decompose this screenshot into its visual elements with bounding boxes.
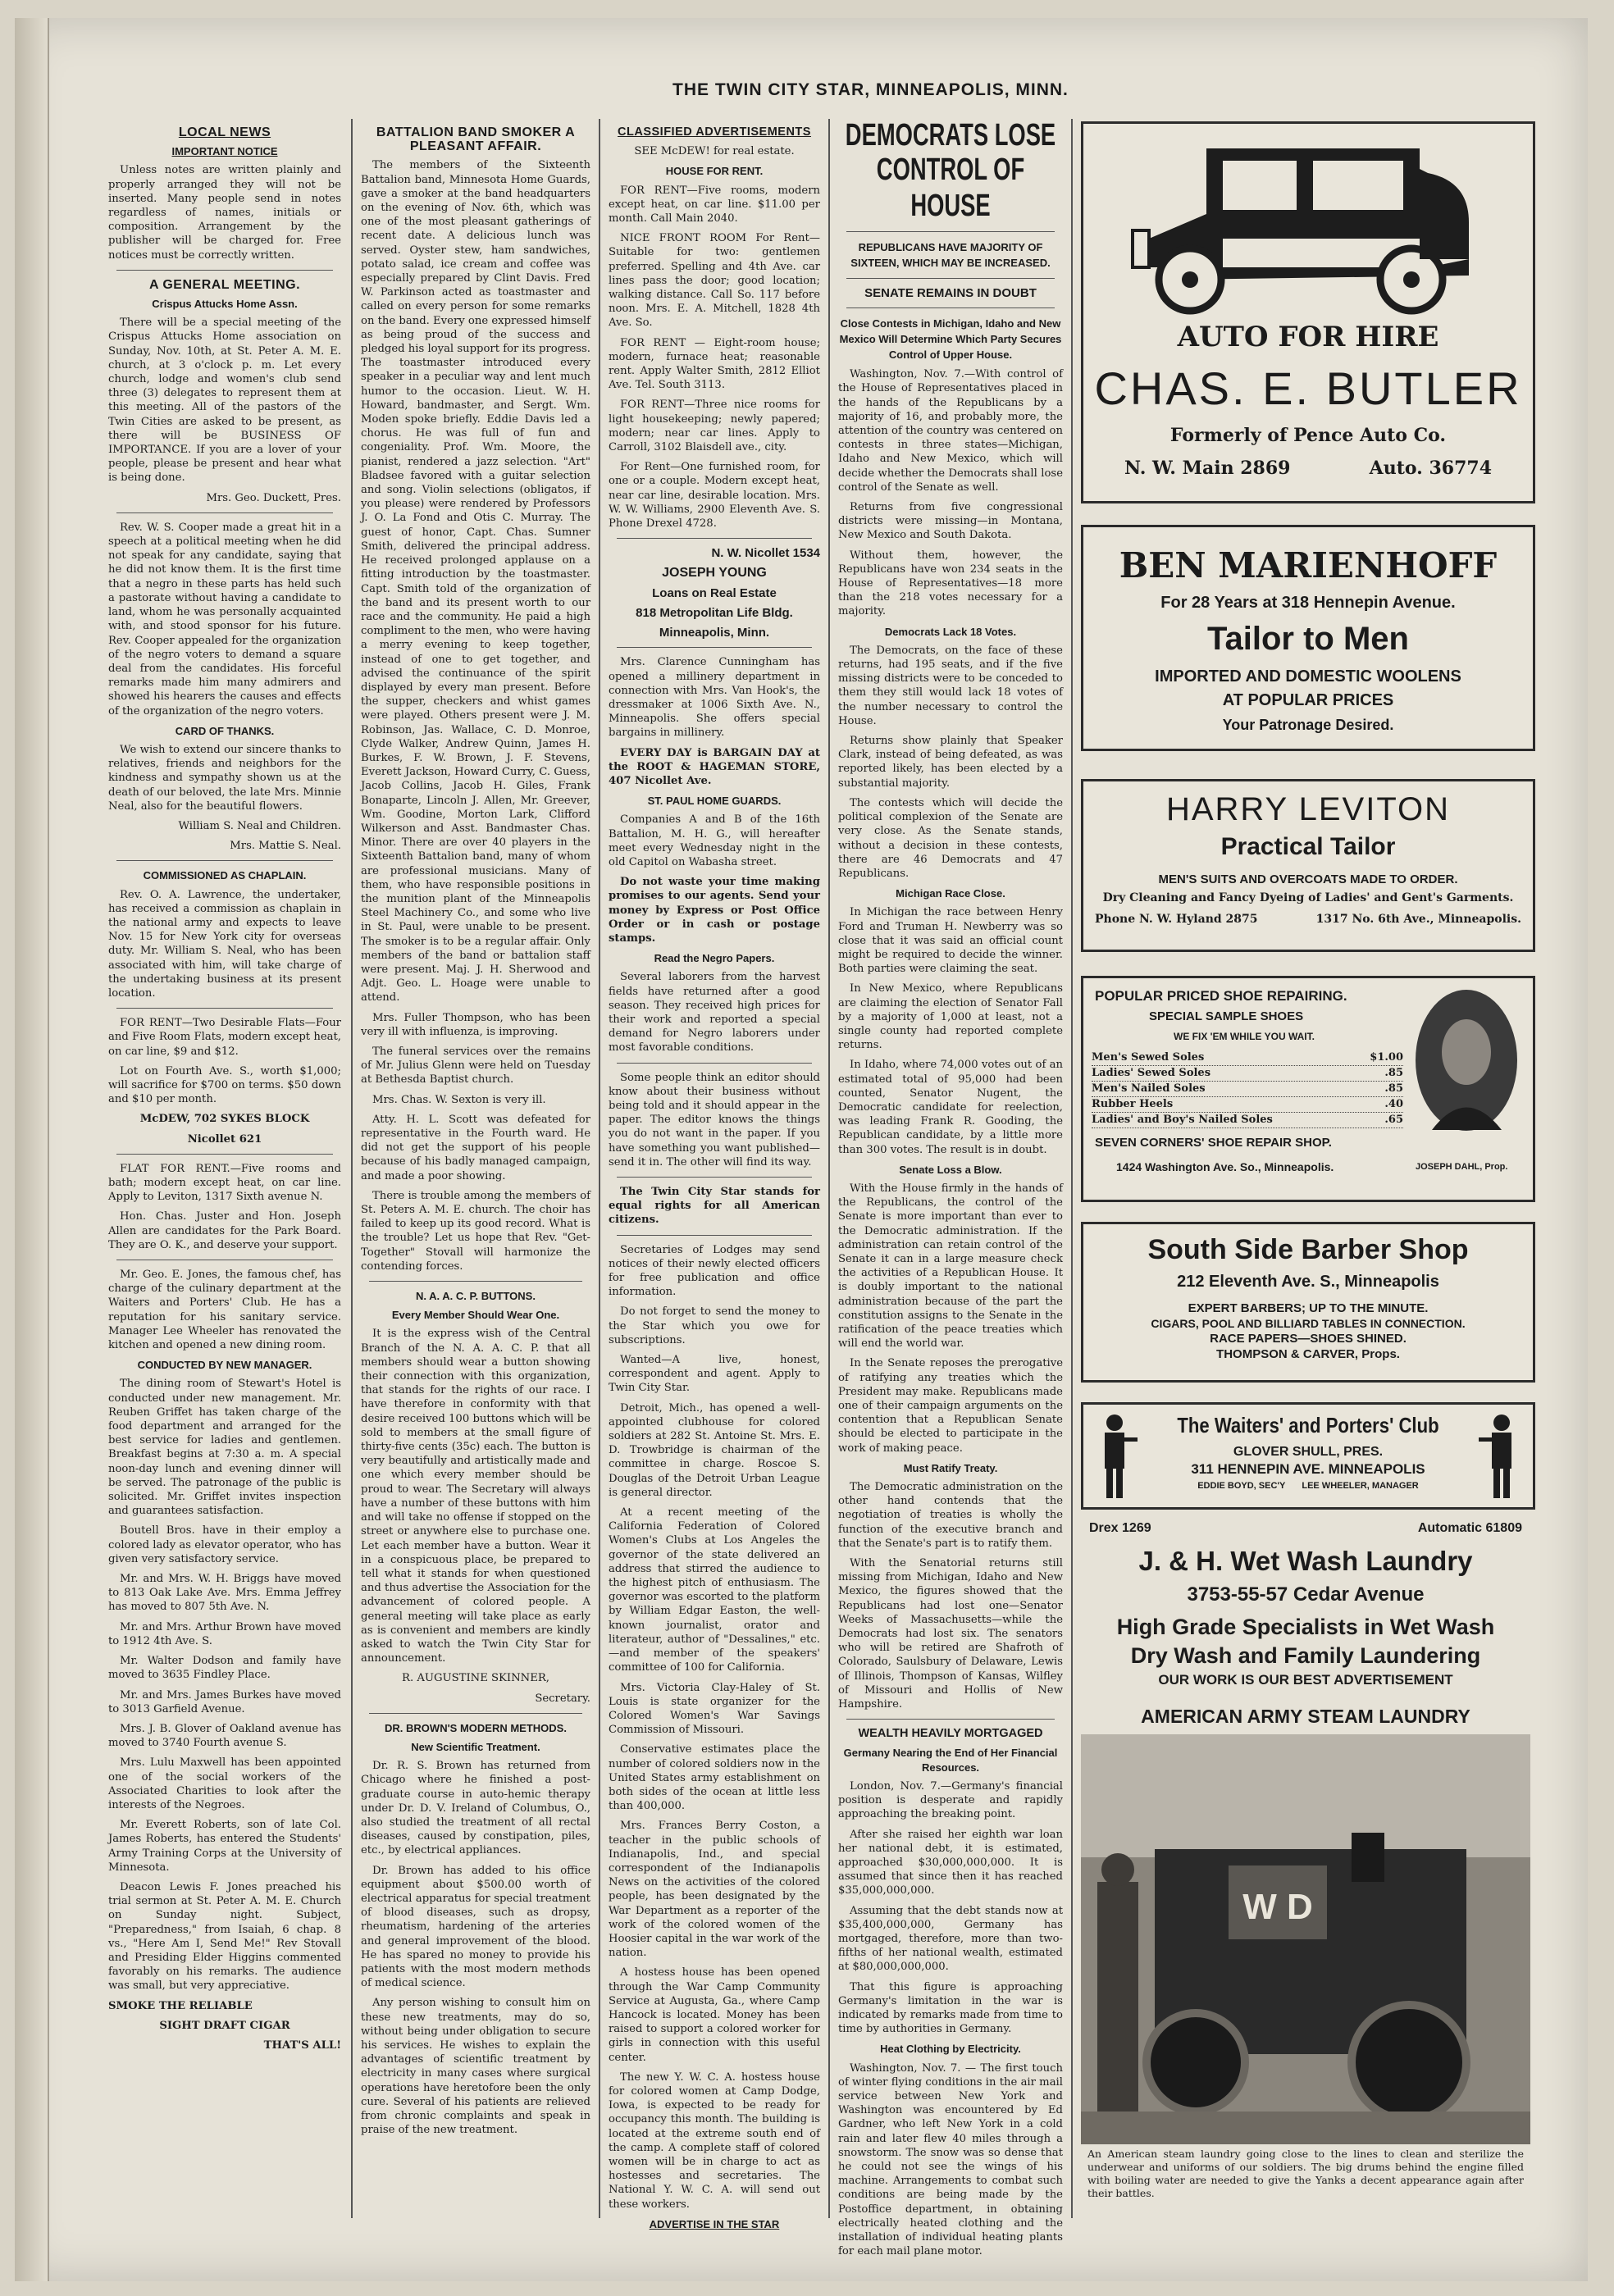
article-text: Do not forget to send the money to the Star which you owe for subscriptions. <box>609 1305 820 1346</box>
ad-name: J. & H. Wet Wash Laundry <box>1138 1546 1473 1576</box>
article-text: Mrs. Fuller Thompson, who has been very ill with influenza, is improving. <box>361 1011 590 1038</box>
article-text: Unless notes are written plainly and properly arranged they will not be inserted. Many people send in notes regardless of names, initials or composition. Arrangement by the publisher will be charged for. Free notices must be correctly written. <box>108 164 341 262</box>
ad-line: WE FIX 'EM WHILE YOU WAIT. <box>1174 1031 1315 1042</box>
loan-ad: 818 Metropolitan Life Bldg. <box>636 605 793 620</box>
ad-line: LEE WHEELER, MANAGER <box>1302 1481 1419 1491</box>
subheadline: SENATE REMAINS IN DOUBT <box>864 286 1037 300</box>
ad-line: Dry Wash and Family Laundering <box>1130 1643 1481 1668</box>
ad-phone: Phone N. W. Hyland 2875 <box>1095 913 1258 926</box>
classified-text: FOR RENT — Eight-room house; modern, furnace heat; reasonable rent. Apply Walter Smith, 2812 Elliot Ave. Tel. South 3113. <box>609 336 820 392</box>
article-text: The Democratic administration on the other hand contends that the negotiation of treaties is wholly the function of the executive branch and that the Senate's part is to ratify them. <box>838 1481 1063 1550</box>
ad-phone: Drex 1269 <box>1089 1521 1151 1535</box>
article-text: The funeral services over the remains of Mr. Julius Glenn were held on Tuesday at Bethesda Baptist church. <box>361 1046 590 1086</box>
ad-line: IMPORTED AND DOMESTIC WOOLENS <box>1155 667 1461 686</box>
classified-text: FOR RENT—Three nice rooms for light housekeeping; newly papered; modern; near car lines. Apply to Carroll, 3102 Blaisdell ave., city. <box>609 399 820 454</box>
article-head: Read the Negro Papers. <box>654 952 775 965</box>
ad-address: 1317 No. 6th Ave., Minneapolis. <box>1315 913 1521 926</box>
ad-line: Your Patronage Desired. <box>1222 717 1394 733</box>
article-head: CONDUCTED BY NEW MANAGER. <box>137 1359 312 1372</box>
ad-marienhoff <box>1081 525 1535 751</box>
ad-name: BEN MARIENHOFF <box>1119 545 1498 585</box>
price-item-value: .85 <box>1384 1082 1403 1095</box>
article-text: After she raised her eighth war loan her national debt, it is estimated, approached $30,000,000,000. It is assumed that since then it has reached $35,000,000,000. <box>838 1828 1063 1897</box>
price-item-value: .65 <box>1384 1114 1403 1126</box>
article-text: That this figure is approaching Germany's limitation in the war is indicated by remarks made from time to time by authorities in Germany. <box>838 1980 1063 2036</box>
classified-text: FOR RENT—Two Desirable Flats—Four and Five Room Flats, modern except heat, on car line, $9 and $12. <box>108 1017 341 1058</box>
article-head: A GENERAL MEETING. <box>148 277 301 292</box>
article-text: Detroit, Mich., has opened a well-appointed clubhouse for colored soldiers at 282 St. Antoine St. Mrs. E. D. Trowbridge is chairman of the committee in charge. Roscoe S. Douglas of the Detroit Urban League is general director. <box>609 1401 820 1499</box>
article-text: There is trouble among the members of St. Peters A. M. E. church. The choir has failed to keep up its good record. What is the trouble? Let us hope that Rev. "Get-Together" Stovall will harmonize the contending forces. <box>361 1189 590 1273</box>
article-text: Any person wishing to consult him on these new treatments, may do so, without being under obligation to secure his services. He wishes to explain the advantages of scientific treatment by electricity in many cases where surgical operations have heretofore been the only cure. Several of his patients are relieved from chronic complaints and speak in praise of the new treatment. <box>361 1997 590 2137</box>
article-text: The new Y. W. C. A. hostess house for colored women at Camp Dodge, Iowa, is expected to be ready for occupancy this month. The building is located at the extreme south end of the camp. A complete staff of colored women will be in charge to act as hostesses and secretaries. The National Y. W. C. A. will send out these workers. <box>609 2070 820 2211</box>
article-head: DR. BROWN'S MODERN METHODS. <box>385 1721 567 1734</box>
article-text: Several laborers from the harvest fields have returned after a good season. They received high prices for their work and reported a special demand for Negro laborers under most favorable conditions. <box>609 971 820 1055</box>
article-text: Atty. H. L. Scott was defeated for representative in the Fourth ward. He did not get the support of his people because of his badly managed campaign, and made a poor showing. <box>361 1113 590 1182</box>
article-head: COMMISSIONED AS CHAPLAIN. <box>143 869 307 882</box>
ad-phone: Auto. 36774 <box>1369 458 1492 479</box>
ad-line: Practical Tailor <box>1220 833 1396 860</box>
article-text: Dr. Brown has added to his office equipment about $500.00 worth of electrical apparatus for special treatment of blood diseases, such as dropsy, rheumatism, hardening of the arteries and general improvement of the blood. He has spared no money to provide his patients with the most modern methods of medical science. <box>361 1864 590 1990</box>
section-head: CLASSIFIED ADVERTISEMENTS <box>618 125 811 139</box>
subheadline-deck: Close Contests in Michigan, Idaho and New Mexico Will Determine Which Party Secures Control of Upper House. <box>839 317 1062 362</box>
ad-line: CIGARS, POOL AND BILLIARD TABLES IN CONNECTION. <box>1151 1317 1466 1330</box>
ad-line: POPULAR PRICED SHOE REPAIRING. <box>1095 988 1347 1004</box>
article-text: Washington, Nov. 7.—With control of the House of Representatives placed in the hands of the Republicans by a majority of 16, and probably more, the attention of the country was centered on contests in three states—Michigan, Idaho and New Mexico, which will decide whether the Democrats shall lose control of the Senate as well. <box>838 368 1063 494</box>
article-subhead: Democrats Lack 18 Votes. <box>884 625 1017 638</box>
article-text: The dining room of Stewart's Hotel is conducted under new management. Mr. Reuben Griffet has taken charge of the food department and arranged for the best service for ladies and gentlemen. Breakfast begins at 7:30 a. m. A special noon-day lunch and evening dinner will be served. The patronage of the public is solicited. Mr. Griffet invites inspection and guarantees satisfaction. <box>108 1378 341 1518</box>
article-text: Mr. Everett Roberts, son of late Col. James Roberts, has entered the Students' Army Training Corps at the University of Minnesota. <box>108 1819 341 1874</box>
ad-name: South Side Barber Shop <box>1147 1234 1469 1265</box>
article-text: Mr. and Mrs. James Burkes have moved to 3013 Garfield Avenue. <box>108 1688 341 1715</box>
article-text: With the Senatorial returns still missing from Michigan, Idaho and New Mexico, the figures showed that the Republicans had lost one—Senator Weeks of Massachusetts—while the Democrats had lost six. The senators who will be retired are Shafroth of Colorado, Saulsbury of Delaware, Lewis of Illinois, Thompson of Kansas, Wilfley of Missouri and Hollis of New Hampshire. <box>838 1557 1063 1711</box>
headline-deck: REPUBLICANS HAVE MAJORITY OF SIXTEEN, WHICH MAY BE INCREASED. <box>850 241 1051 269</box>
ad-line: EXPERT BARBERS; UP TO THE MINUTE. <box>1188 1301 1429 1315</box>
loan-ad: Loans on Real Estate <box>652 585 777 600</box>
classified-text: Lot on Fourth Ave. S., worth $1,000; will sacrifice for $700 on terms. $50 down and $10 per month. <box>108 1064 341 1106</box>
article-text: Washington, Nov. 7. — The first touch of winter flying conditions in the air mail service between New York and Washington was encountered by Ed Gardner, who left New York in a cold rain and later flew 40 miles through a snowstorm. The snow was so dense that he could not see the wings of his machine. Arrangements to combat such conditions are being made by the Postoffice department, in obtaining electrically heated clothing and the installation of individual heating plants for each mail plane motor. <box>838 2061 1063 2258</box>
article-text: At a recent meeting of the California Federation of Colored Women's Clubs at Los Angeles the governor of the state delivered an address that stirred the audience to the highest pitch of enthusiasm. The governor was escorted to the platform by William Edgar Easton, the well-known journalist, orator and literateur, author of "Dessalines," etc.—and member of the speakers' committee of 100 for California. <box>609 1506 820 1674</box>
column-rule <box>599 119 600 2218</box>
article-text: In Michigan the race between Henry Ford and Truman H. Newberry was so close that it was said an official count might be required to decide the winner. Both parties were claiming the seat. <box>838 906 1063 976</box>
article-text: The Democrats, on the face of these returns, had 195 seats, and if the five missing districts were to be conceded to them they still would lack 18 votes of the number necessary to control the House. <box>838 644 1063 727</box>
article-text: Mrs. Victoria Clay-Haley of St. Louis is state organizer for the Colored Women's War Savings Commission of Missouri. <box>609 1681 820 1737</box>
ad-line: GLOVER SHULL, PRES. <box>1233 1445 1384 1459</box>
price-item-name: Ladies' and Boy's Nailed Soles <box>1092 1114 1273 1126</box>
column-rule <box>351 119 353 2218</box>
price-list <box>1092 1050 1403 1128</box>
article-text: The Twin City Star stands for equal rights for all American citizens. <box>609 1186 820 1227</box>
article-text: Returns from five congressional districts were missing—in Montana, New Mexico and South Dakota. <box>838 501 1063 542</box>
price-row <box>1092 1082 1403 1097</box>
article-text: Hon. Chas. Juster and Hon. Joseph Allen are candidates for the Park Board. They are O. K., and deserve your support. <box>108 1210 341 1251</box>
article-subhead: Michigan Race Close. <box>896 887 1005 900</box>
article-subhead: Senate Loss a Blow. <box>899 1163 1002 1176</box>
cigar-ad: SMOKE THE RELIABLE <box>108 1999 253 2012</box>
article-subhead: Germany Nearing the End of Her Financial Resources. <box>843 1747 1058 1774</box>
article-subhead: Crispus Attucks Home Assn. <box>152 298 298 311</box>
ad-name: CHAS. E. BUTLER <box>1094 362 1522 414</box>
signature: Secretary. <box>535 1692 590 1705</box>
article-text: Mrs. Clarence Cunningham has opened a millinery department in connection with Mrs. Van Hook's, the dressmaker at 1006 Sixth Ave. N., Minneapolis. She offers special bargains in millinery. <box>609 656 820 740</box>
automobile-illustration <box>1083 124 1533 321</box>
article-text: With the House firmly in the hands of the Republicans, the control of the Senate is more important than ever to the Democratic administration. If the administration can retain control of the Senate it can in a large measure check the activities of a Republican House. It is doubly important to the national administration because of the part the constitution assigns to the Senate in the ratification of the peace treaties which will end the world war. <box>838 1182 1063 1351</box>
article-text: Mr. Walter Dodson and family have moved to 3635 Findley Place. <box>108 1655 341 1682</box>
column-band-smoker <box>361 119 590 2218</box>
article-text: Without them, however, the Republicans have won 234 seats in the House of Representatives—18 more than the 218 votes necessary for a majority. <box>838 549 1063 618</box>
ad-line: Tailor to Men <box>1207 621 1409 657</box>
price-item-value: .85 <box>1384 1067 1403 1079</box>
bargain-ad: EVERY DAY is BARGAIN DAY at the ROOT & HAGEMAN STORE, 407 Nicollet Ave. <box>609 746 820 787</box>
article-text: Mrs. Chas. W. Sexton is very ill. <box>372 1093 546 1106</box>
article-text: In the Senate reposes the prerogative of ratifying any treaties which the President may make. Republicans made one of their campaign arguments on the contention that a Republican Senate should be elected to participate in the work of making peace. <box>838 1357 1063 1455</box>
ad-name: HARRY LEVITON <box>1165 791 1451 827</box>
article-head: ST. PAUL HOME GUARDS. <box>647 795 782 808</box>
classified-head: HOUSE FOR RENT. <box>665 165 764 178</box>
ad-line: Dry Cleaning and Fancy Dyeing of Ladies' and Gent's Garments. <box>1102 891 1514 904</box>
ad-line: High Grade Specialists in Wet Wash <box>1116 1615 1495 1639</box>
article-head: WEALTH HEAVILY MORTGAGED <box>858 1727 1043 1741</box>
ad-waiters-club <box>1081 1402 1535 1510</box>
portrait-illustration <box>1411 986 1522 1150</box>
article-text: The members of the Sixteenth Battalion band, Minnesota Home Guards, gave a smoker at the band headquarters on the evening of Nov. 6th, which was one of the most pleasant gatherings of recent date. A delicious lunch was served. Oyster stew, ham sandwiches, potato salad, ice cream and coffee was especially prepared by Clint Davis. Fred W. Parkinson acted as toastmaster and called on every person for some remarks on the band. Every one expressed himself as being proud of the success and pledged his loyal support for its progress. The toastmaster introduced every speaker in a peculiar way and lent much humor to the occasion. Lieut. W. H. Howard, bandmaster, and Sergt. Wm. Moden spoke briefly. Eddie Davis led a chorus. He was full of fun and congeniality. Prof. Wm. Moore, the pianist, rendered a jazz selection. "Art" Bladsee favored with a guitar selection and song. Violin selections (obligatos, if you please) were rendered by Professors J. O. La Fond and Otis C. Murray. The guest of honor, Capt. Chas. Sumner Smith, delivered the principal address. He received prolonged applause on a fitting introduction by the toastmaster. Capt. Smith told of the organization of the band and its present worth to our race and the community. He paid a high compliment to the men, who were having a merry evening to keep together, instead of one to get together, and advised the continuance of the spirit displayed by every man present. Before the supper, checkers and whist games were played. Others present were J. M. Robinson, Jas. Wallace, C. D. Monroe, Clyde Walker, Andrew Quinn, James H. Burkes, F. W. Brown, J. F. Stevens, Everett Jackson, Howard Curry, C. Guess, Jacob Collins, Jacob H. Giles, Frank Bonaparte, Lincoln J. Allen, Mr. Greever, Wm. Goodine, Morton Lark, Clifford Wilkerson and Asst. Bandmaster Chas. Minor. There are over 40 players in the Sixteenth Battalion band, many of whom are professional musicians. Many of them, who have responsible positions in the munition plant of the Minneapolis Steel Machinery Co., and some who live in St. Paul, were unable to be present. The smoker is to be a regular affair. Only members of the band or battalion staff were present. Maj. J. H. Sherwood and Adjt. Geo. L. Hoage were unable to attend. <box>361 159 590 1004</box>
loan-ad: Minneapolis, Minn. <box>659 626 770 640</box>
article-text: Dr. R. S. Brown has returned from Chicago where he finished a post-graduate course in auto-hemic therapy under Dr. D. V. Ireland of Columbus, O., also studied the treatment of all rectal diseases, caused by constipation, piles, etc., by electrical appliances. <box>361 1760 590 1857</box>
article-text: Conservative estimates place the number of colored soldiers now in the United States army establishment on both sides of the ocean at little less than 400,000. <box>609 1743 820 1813</box>
ad-line: MEN'S SUITS AND OVERCOATS MADE TO ORDER. <box>1158 872 1458 886</box>
classified-text: FOR RENT—Five rooms, modern except heat, on car line. $11.00 per month. Call Main 2040. <box>609 184 820 226</box>
signature: Mrs. Mattie S. Neal. <box>230 840 341 853</box>
army-laundry-feature <box>1081 1706 1530 2230</box>
headline-line: CONTROL OF HOUSE <box>876 153 1025 223</box>
column-rule <box>1071 119 1073 2218</box>
article-text: Do not waste your time making promises to our agents. Send your money by Express or Post Office Order or in cash or postage stamps. <box>609 876 820 945</box>
article-text: Returns show plainly that Speaker Clark, instead of being defeated, as was reported likely, has been elected by a substantial majority. <box>838 735 1063 790</box>
article-text: Wanted—A live, honest, correspondent and agent. Apply to Twin City Star. <box>609 1354 820 1395</box>
price-item-name: Men's Sewed Soles <box>1092 1051 1205 1064</box>
classified-text: NICE FRONT ROOM For Rent—Suitable for two: gentlemen preferred. Spelling and 4th Ave. car lines pass the door; good location; walking distance. Call So. 117 before noon. Mrs. E. A. Mitchell, 1828 4th Ave. So. <box>609 232 820 330</box>
ad-line: AT POPULAR PRICES <box>1222 691 1394 709</box>
column-classified <box>609 119 820 2230</box>
price-row <box>1092 1113 1403 1128</box>
page-binding-edge <box>15 18 49 2281</box>
article-text: It is the express wish of the Central Branch of the N. A. A. C. P. that all members should wear a button showing their connection with this organization, that stands for the rights of our race. I have therefore in conformity with that desire received 100 buttons which will be sold to members at the small figure of thirty-five cents (35c) each. The button is very beautifully and artistically made and one which every member should be proud to wear. The Secretary will always have a number of these buttons with him and will take no offense if stopped on the street or anywhere else to purchase one. Let each member have a button. Wear it in a conspicuous place, be prepared to tell what it stands for when questioned and thus advertise the Association for the advancement of colored people. A general meeting will take place as early as is convenient and members are kindly asked to watch the Twin City Star for announcement. <box>361 1328 590 1665</box>
ad-phone: N. W. Main 2869 <box>1124 458 1291 479</box>
headline-line: DEMOCRATS LOSE <box>845 118 1056 153</box>
article-text: There will be a special meeting of the Crispus Attucks Home association on Sunday, Nov. 10th, at St. Peter A. M. E. church, at 3 o'clock p. m. Let every church, lodge and women's club send three (3) delegates to represent them at this meeting. All of the pastors of the Twin Cities are asked to be present, as there will be BUSINESS OF IMPORTANCE. If you are a lover of your people, please be present and hear what is being done. <box>108 317 341 485</box>
ad-line: AUTO FOR HIRE <box>1177 321 1439 353</box>
price-row <box>1092 1097 1403 1113</box>
article-text: Boutell Bros. have in their employ a colored lady as elevator operator, who has given very satisfactory service. <box>108 1524 341 1565</box>
ad-line: SPECIAL SAMPLE SHOES <box>1149 1009 1304 1023</box>
article-text: Mrs. J. B. Glover of Oakland avenue has moved to 3740 Fourth avenue S. <box>108 1722 341 1750</box>
price-row <box>1092 1066 1403 1082</box>
masthead: THE TWIN CITY STAR, MINNEAPOLIS, MINN. <box>672 80 1069 99</box>
signature: R. AUGUSTINE SKINNER, <box>402 1672 549 1685</box>
article-head: CARD OF THANKS. <box>175 724 275 737</box>
ad-line: For 28 Years at 318 Hennepin Avenue. <box>1160 594 1456 612</box>
ad-wet-wash-laundry <box>1081 1521 1530 1688</box>
article-text: Rev. W. S. Cooper made a great hit in a speech at a political meeting when he did not speak for any candidate, saying that he did not know them. It is the first time that a negro in these parts has held such a pastorate without having a candidate to land, whom he was personally acquainted with, and stood sponsor for his future. Rev. Cooper appealed for the organization of the negro voters to demand a square deal from the candidates. His forceful remarks made him many admirers and showed his hearers the causes and effects of the organization of the negro voters. <box>108 521 341 718</box>
column-rule <box>828 119 830 2218</box>
column-politics <box>838 118 1063 2258</box>
cigar-ad: THAT'S ALL! <box>263 2039 341 2052</box>
ad-name: The Waiters' and Porters' Club <box>1177 1413 1439 1437</box>
ad-line: OUR WORK IS OUR BEST ADVERTISEMENT <box>1158 1672 1453 1688</box>
article-head: N. A. A. C. P. BUTTONS. <box>416 1290 536 1303</box>
ad-address: 311 HENNEPIN AVE. MINNEAPOLIS <box>1191 1461 1425 1477</box>
loan-ad: N. W. Nicollet 1534 <box>711 546 820 561</box>
article-text: London, Nov. 7.—Germany's financial position is desperate and rapidly approaching the breaking point. <box>838 1779 1063 1821</box>
article-text: Secretaries of Lodges may send notices of their newly elected officers for free publication and office information. <box>609 1243 820 1299</box>
ad-line: EDDIE BOYD, SEC'Y <box>1197 1481 1286 1491</box>
ad-line: JOSEPH DAHL, Prop. <box>1416 1162 1508 1172</box>
article-text: Assuming that the debt stands now at $35,400,000,000, Germany has mortgaged, therefore, more than two-fifths of her national wealth, estimated at $80,000,000,000. <box>838 1904 1063 1974</box>
cigar-ad: SIGHT DRAFT CIGAR <box>159 2019 290 2032</box>
truck-lettering: W D <box>1242 1887 1313 1927</box>
signature: William S. Neal and Children. <box>178 819 341 832</box>
ad-butler <box>1081 121 1535 503</box>
ad-line: RACE PAPERS—SHOES SHINED. <box>1210 1332 1407 1346</box>
feature-head: AMERICAN ARMY STEAM LAUNDRY <box>1141 1706 1470 1727</box>
ad-shoe-repair <box>1081 976 1535 1202</box>
article-text: Mr. and Mrs. Arthur Brown have moved to 1912 4th Ave. S. <box>108 1620 341 1647</box>
signature: Mrs. Geo. Duckett, Pres. <box>206 491 341 504</box>
article-subhead: New Scientific Treatment. <box>411 1740 540 1753</box>
article-text: Deacon Lewis F. Jones preached his trial sermon at St. Peter A. M. E. Church on Sunday night. Subject, "Preparedness," from Isaiah, 6 chap. 8 vs., "Here Am I, Send Me!" Rev Stovall and Presiding Elder Higgins commented favorably on his remarks. The audience was small, but very appreciative. <box>108 1880 341 1993</box>
ad-address: 212 Eleventh Ave. S., Minneapolis <box>1177 1273 1439 1291</box>
classified-text: For Rent—One furnished room, for one or a couple. Modern except heat, near car line, desirable location. Mrs. W. W. Williams, 2900 Eleventh Ave. S. Phone Drexel 4728. <box>609 461 820 531</box>
classified-text: Nicollet 621 <box>187 1132 262 1146</box>
ad-barber <box>1081 1222 1535 1383</box>
photo-caption: An American steam laundry going close to the lines to clean and sterilize the underwear and uniforms of our soldiers. The big drums behind the engine filled with boiling water are needed to give the Yanks a decent appearance again after their battles. <box>1087 2148 1524 2199</box>
section-head: LOCAL NEWS <box>178 125 271 139</box>
article-text: Mr. and Mrs. W. H. Briggs have moved to 813 Oak Lake Ave. Mrs. Emma Jeffrey has moved to 807 5th Ave. N. <box>108 1573 341 1614</box>
article-subhead: Heat Clothing by Electricity. <box>880 2043 1021 2056</box>
column-local-news <box>108 119 341 2218</box>
price-item-name: Men's Nailed Soles <box>1092 1082 1206 1095</box>
army-laundry-photo <box>1081 1734 1530 2144</box>
ad-leviton <box>1081 779 1535 952</box>
price-item-value: $1.00 <box>1370 1051 1403 1064</box>
ad-phone: Automatic 61809 <box>1417 1521 1522 1535</box>
price-item-name: Ladies' Sewed Soles <box>1092 1067 1211 1079</box>
article-text: We wish to extend our sincere thanks to relatives, friends and neighbors for the kindness and sympathy shown us at the death of our beloved, the late Mrs. Minnie Neal, also for the beautiful flowers. <box>108 743 341 813</box>
article-subhead: Every Member Should Wear One. <box>391 1309 560 1322</box>
ad-address: 3753-55-57 Cedar Avenue <box>1187 1583 1425 1606</box>
article-text: A hostess house has been opened through the War Camp Community Service at Augusta, Ga., where Camp Hancock is located. Money has been raised to support a colored worker for girls in connection with this useful center. <box>609 1966 820 2064</box>
article-text: Some people think an editor should know about their business without being told and it should appear in the paper. The editor knows the things you do not want in the paper. If you have something you want published—send it in. The other will find its way. <box>609 1071 820 1168</box>
ad-line: Formerly of Pence Auto Co. <box>1169 425 1447 446</box>
classified-text: FLAT FOR RENT.—Five rooms and bath; modern except heat, on car line. Apply to Leviton, 1317 Sixth avenue N. <box>108 1162 341 1204</box>
article-head: BATTALION BAND SMOKER A PLEASANT AFFAIR. <box>376 125 576 154</box>
article-text: Mr. Geo. E. Jones, the famous chef, has charge of the culinary department at the Waiters and Porters' Club. He has a reputation for his sanitary service. Manager Lee Wheeler has renovated the kitchen and opened a new dining room. <box>108 1269 341 1352</box>
advertise-line: ADVERTISE IN THE STAR <box>649 2217 780 2230</box>
loan-ad: JOSEPH YOUNG <box>662 566 767 581</box>
classified-text: McDEW, 702 SYKES BLOCK <box>139 1113 310 1126</box>
article-text: In New Mexico, where Republicans are claiming the election of Senator Fall by a majority of 1,000 at least, not a single county had reported complete returns. <box>838 982 1063 1052</box>
price-row <box>1092 1050 1403 1066</box>
article-subhead: Must Ratify Treaty. <box>903 1461 998 1474</box>
classified-text: SEE McDEW! for real estate. <box>634 145 795 158</box>
ad-address: 1424 Washington Ave. So., Minneapolis. <box>1116 1160 1334 1173</box>
article-text: Rev. O. A. Lawrence, the undertaker, has received a commission as chaplain in the national army and expects to leave Nov. 15 for New York city for overseas duty. Mr. William S. Neal, who has been associated with him, will take charge of the undertaking business at its present location. <box>108 888 341 1000</box>
article-text: Mrs. Frances Berry Coston, a teacher in the public schools of Indianapolis, Ind., and special correspondent of the Indianapolis News on the activities of the colored people, has been designated by the War Department as a reporter of the work of the colored women of the Hoosier capital in the war work of the nation. <box>609 1820 820 1960</box>
ad-line: SEVEN CORNERS' SHOE REPAIR SHOP. <box>1095 1136 1332 1150</box>
price-item-name: Rubber Heels <box>1092 1098 1174 1110</box>
ad-line: THOMPSON & CARVER, Props. <box>1216 1347 1400 1361</box>
article-text: Mrs. Lulu Maxwell has been appointed one of the social workers of the Associated Charities to look after the interests of the Negroes. <box>108 1756 341 1811</box>
article-text: In Idaho, where 74,000 votes out of an estimated total of 95,000 had been counted, Senator Nugent, the Democratic candidate for reelection, was leading Frank R. Gooding, the Republican candidate, by a little more than 300 votes. The result is in doubt. <box>838 1059 1063 1156</box>
price-item-value: .40 <box>1384 1098 1403 1110</box>
article-head: IMPORTANT NOTICE <box>171 145 278 158</box>
article-text: The contests which will decide the political complexion of the Senate are very close. As the Senate stands, without a decision in these contests, there are 46 Democrats and 47 Republicans. <box>838 796 1063 880</box>
article-text: Companies A and B of the 16th Battalion, M. H. G., will hereafter meet every Wednesday night in the old Capitol on Wabasha street. <box>609 813 820 868</box>
